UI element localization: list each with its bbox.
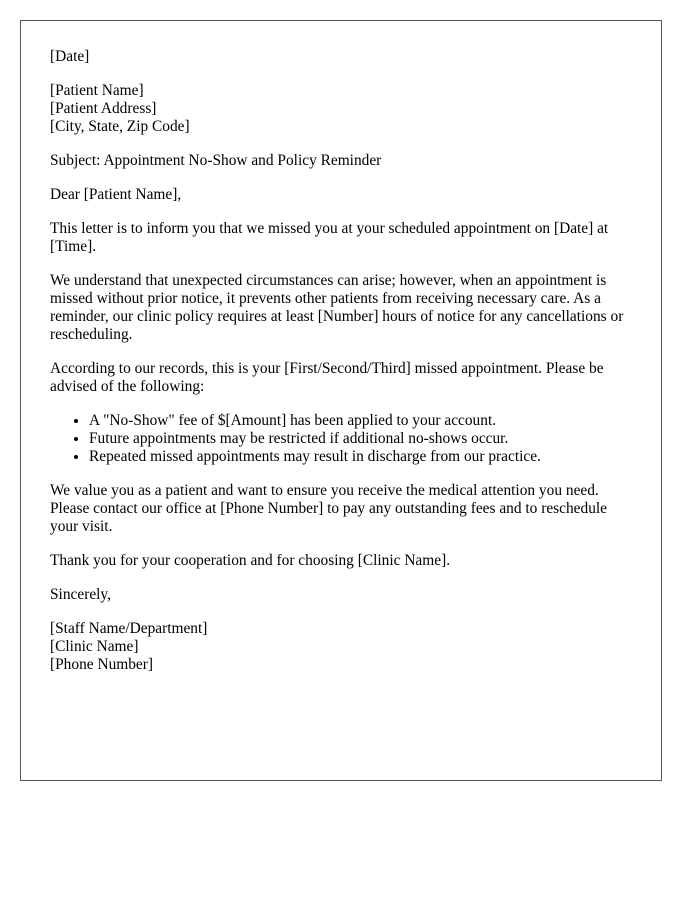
subject-block (50, 152, 633, 170)
policy-paragraph-block (50, 272, 633, 344)
closing: Sincerely, (50, 586, 111, 603)
list-item-appointment-restriction: • Future appointments may be restricted if additional no-shows occur. (89, 430, 633, 448)
records-paragraph-block (50, 360, 633, 396)
recipient-city-state-zip: [City, State, Zip Code] (50, 118, 190, 135)
signature-staff: [Staff Name/Department] (50, 620, 208, 637)
intro-paragraph: This letter is to inform you that we missed you at your scheduled appointment on [Date] at [Time]. (50, 220, 609, 255)
consequence-list (50, 412, 633, 466)
value-paragraph: We value you as a patient and want to ensure you receive the medical attention you need. Please contact our office at [Phone Number] to pay any outstanding fees and to reschedule your visit. (50, 482, 608, 535)
signature-block (50, 620, 633, 674)
thanks-paragraph: Thank you for your cooperation and for choosing [Clinic Name]. (50, 552, 451, 569)
list-item-practice-discharge: • Repeated missed appointments may result in discharge from our practice. (89, 448, 633, 466)
signature-phone: [Phone Number] (50, 656, 154, 673)
salutation: Dear [Patient Name], (50, 186, 182, 203)
recipient-address-block (50, 82, 633, 136)
list-item-no-show-fee: • A "No-Show" fee of $[Amount] has been applied to your account. (89, 412, 633, 430)
salutation-block (50, 186, 633, 204)
policy-paragraph: We understand that unexpected circumstances can arise; however, when an appointment is missed without prior notice, it prevents other patients from receiving necessary care. As a reminder, our clinic policy requires at least [Number] hours of notice for any cancellations or rescheduling. (50, 272, 624, 343)
date-block (50, 48, 633, 66)
records-paragraph: According to our records, this is your [First/Second/Third] missed appointment. Please be advised of the following: (50, 360, 604, 395)
signature-clinic: [Clinic Name] (50, 638, 139, 655)
recipient-name: [Patient Name] (50, 82, 144, 99)
intro-paragraph-block (50, 220, 633, 256)
closing-block (50, 586, 633, 604)
recipient-address: [Patient Address] (50, 100, 157, 117)
letter-page (20, 20, 662, 781)
subject-line: Subject: Appointment No-Show and Policy Reminder (50, 152, 382, 169)
letter-date: [Date] (50, 48, 90, 65)
thanks-paragraph-block (50, 552, 633, 570)
value-paragraph-block (50, 482, 633, 536)
